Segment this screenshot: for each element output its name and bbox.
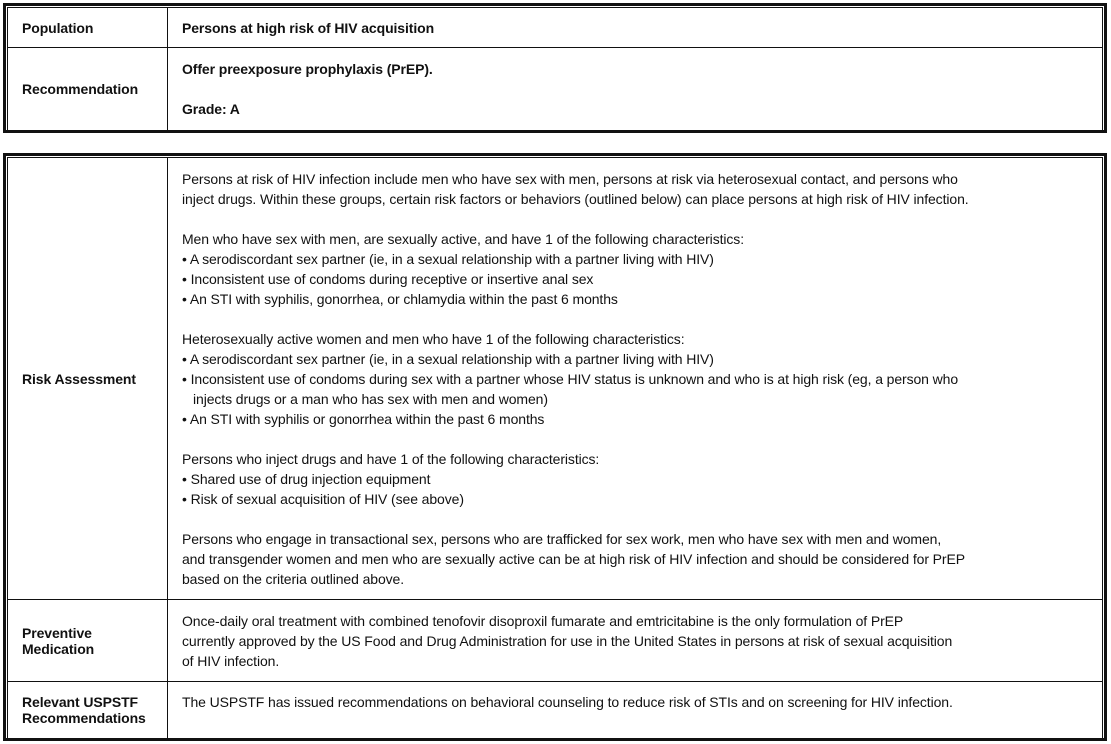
pwid-bullet: • Risk of sexual acquisition of HIV (see above) [182,489,1088,509]
hetero-bullet-continuation: injects drugs or a man who has sex with men and women) [193,390,548,407]
msm-bullet: • Inconsistent use of condoms during receptive or insertive anal sex [182,269,1088,289]
hetero-bullet: • Inconsistent use of condoms during sex with a partner whose HIV status is unknown and who is at high risk (eg, a person who [182,369,1088,389]
closing-line: and transgender women and men who are sexually active can be at high risk of HIV infection and should be considered for PrEP [182,550,965,567]
recommendation-cell [168,48,1103,131]
closing-line: based on the criteria outlined above. [182,570,405,587]
grade: Grade: A [182,101,240,117]
summary-table [3,3,1107,133]
hetero-heading: Heterosexually active women and men who have 1 of the following characteristics: [182,330,685,347]
relevant-text: The USPSTF has issued recommendations on behavioral counseling to reduce risk of STIs and on screening for HIV infection. [182,694,953,710]
recommendation-value: Offer preexposure prophylaxis (PrEP). [182,61,433,77]
intro-line: inject drugs. Within these groups, certain risk factors or behaviors (outlined below) can place persons at high risk of HIV infection. [182,190,969,207]
risk-assessment-label: Risk Assessment [8,158,168,600]
msm-bullet: • A serodiscordant sex partner (ie, in a sexual relationship with a partner living with HIV) [182,249,1088,269]
preventive-medication-row [8,600,1103,682]
preventive-medication-label: Preventive Medication [8,600,168,682]
population-value: Persons at high risk of HIV acquisition [182,19,435,36]
recommendation-label: Recommendation [8,48,168,131]
preventive-line: of HIV infection. [182,652,280,669]
hetero-bullet: • An STI with syphilis or gonorrhea within the past 6 months [182,409,1088,429]
relevant-recommendations-label: Relevant USPSTF Recommendations [8,682,168,739]
population-label: Population [8,8,168,48]
pwid-bullet: • Shared use of drug injection equipment [182,469,1088,489]
pwid-heading: Persons who inject drugs and have 1 of the following characteristics: [182,450,600,467]
preventive-medication-content [168,600,1103,682]
preventive-line: Once-daily oral treatment with combined tenofovir disoproxil fumarate and emtricitabine is the only formulation of PrEP [182,612,904,629]
relevant-recommendations-row [8,682,1103,739]
risk-assessment-row [8,158,1103,600]
intro-line: Persons at risk of HIV infection include men who have sex with men, persons at risk via heterosexual contact, and persons who [182,170,958,187]
closing-line: Persons who engage in transactional sex, persons who are trafficked for sex work, men who have sex with men and women, [182,530,942,547]
hetero-bullet: • A serodiscordant sex partner (ie, in a sexual relationship with a partner living with HIV) [182,349,1088,369]
recommendation-row [8,48,1103,131]
details-table [3,153,1107,741]
risk-assessment-content [168,158,1103,600]
preventive-line: currently approved by the US Food and Drug Administration for use in the United States in persons at risk of sexual acquisition [182,632,953,649]
msm-bullet: • An STI with syphilis, gonorrhea, or chlamydia within the past 6 months [182,289,1088,309]
population-row [8,8,1103,48]
relevant-recommendations-content [168,682,1103,739]
msm-heading: Men who have sex with men, are sexually active, and have 1 of the following characteristics: [182,230,744,247]
